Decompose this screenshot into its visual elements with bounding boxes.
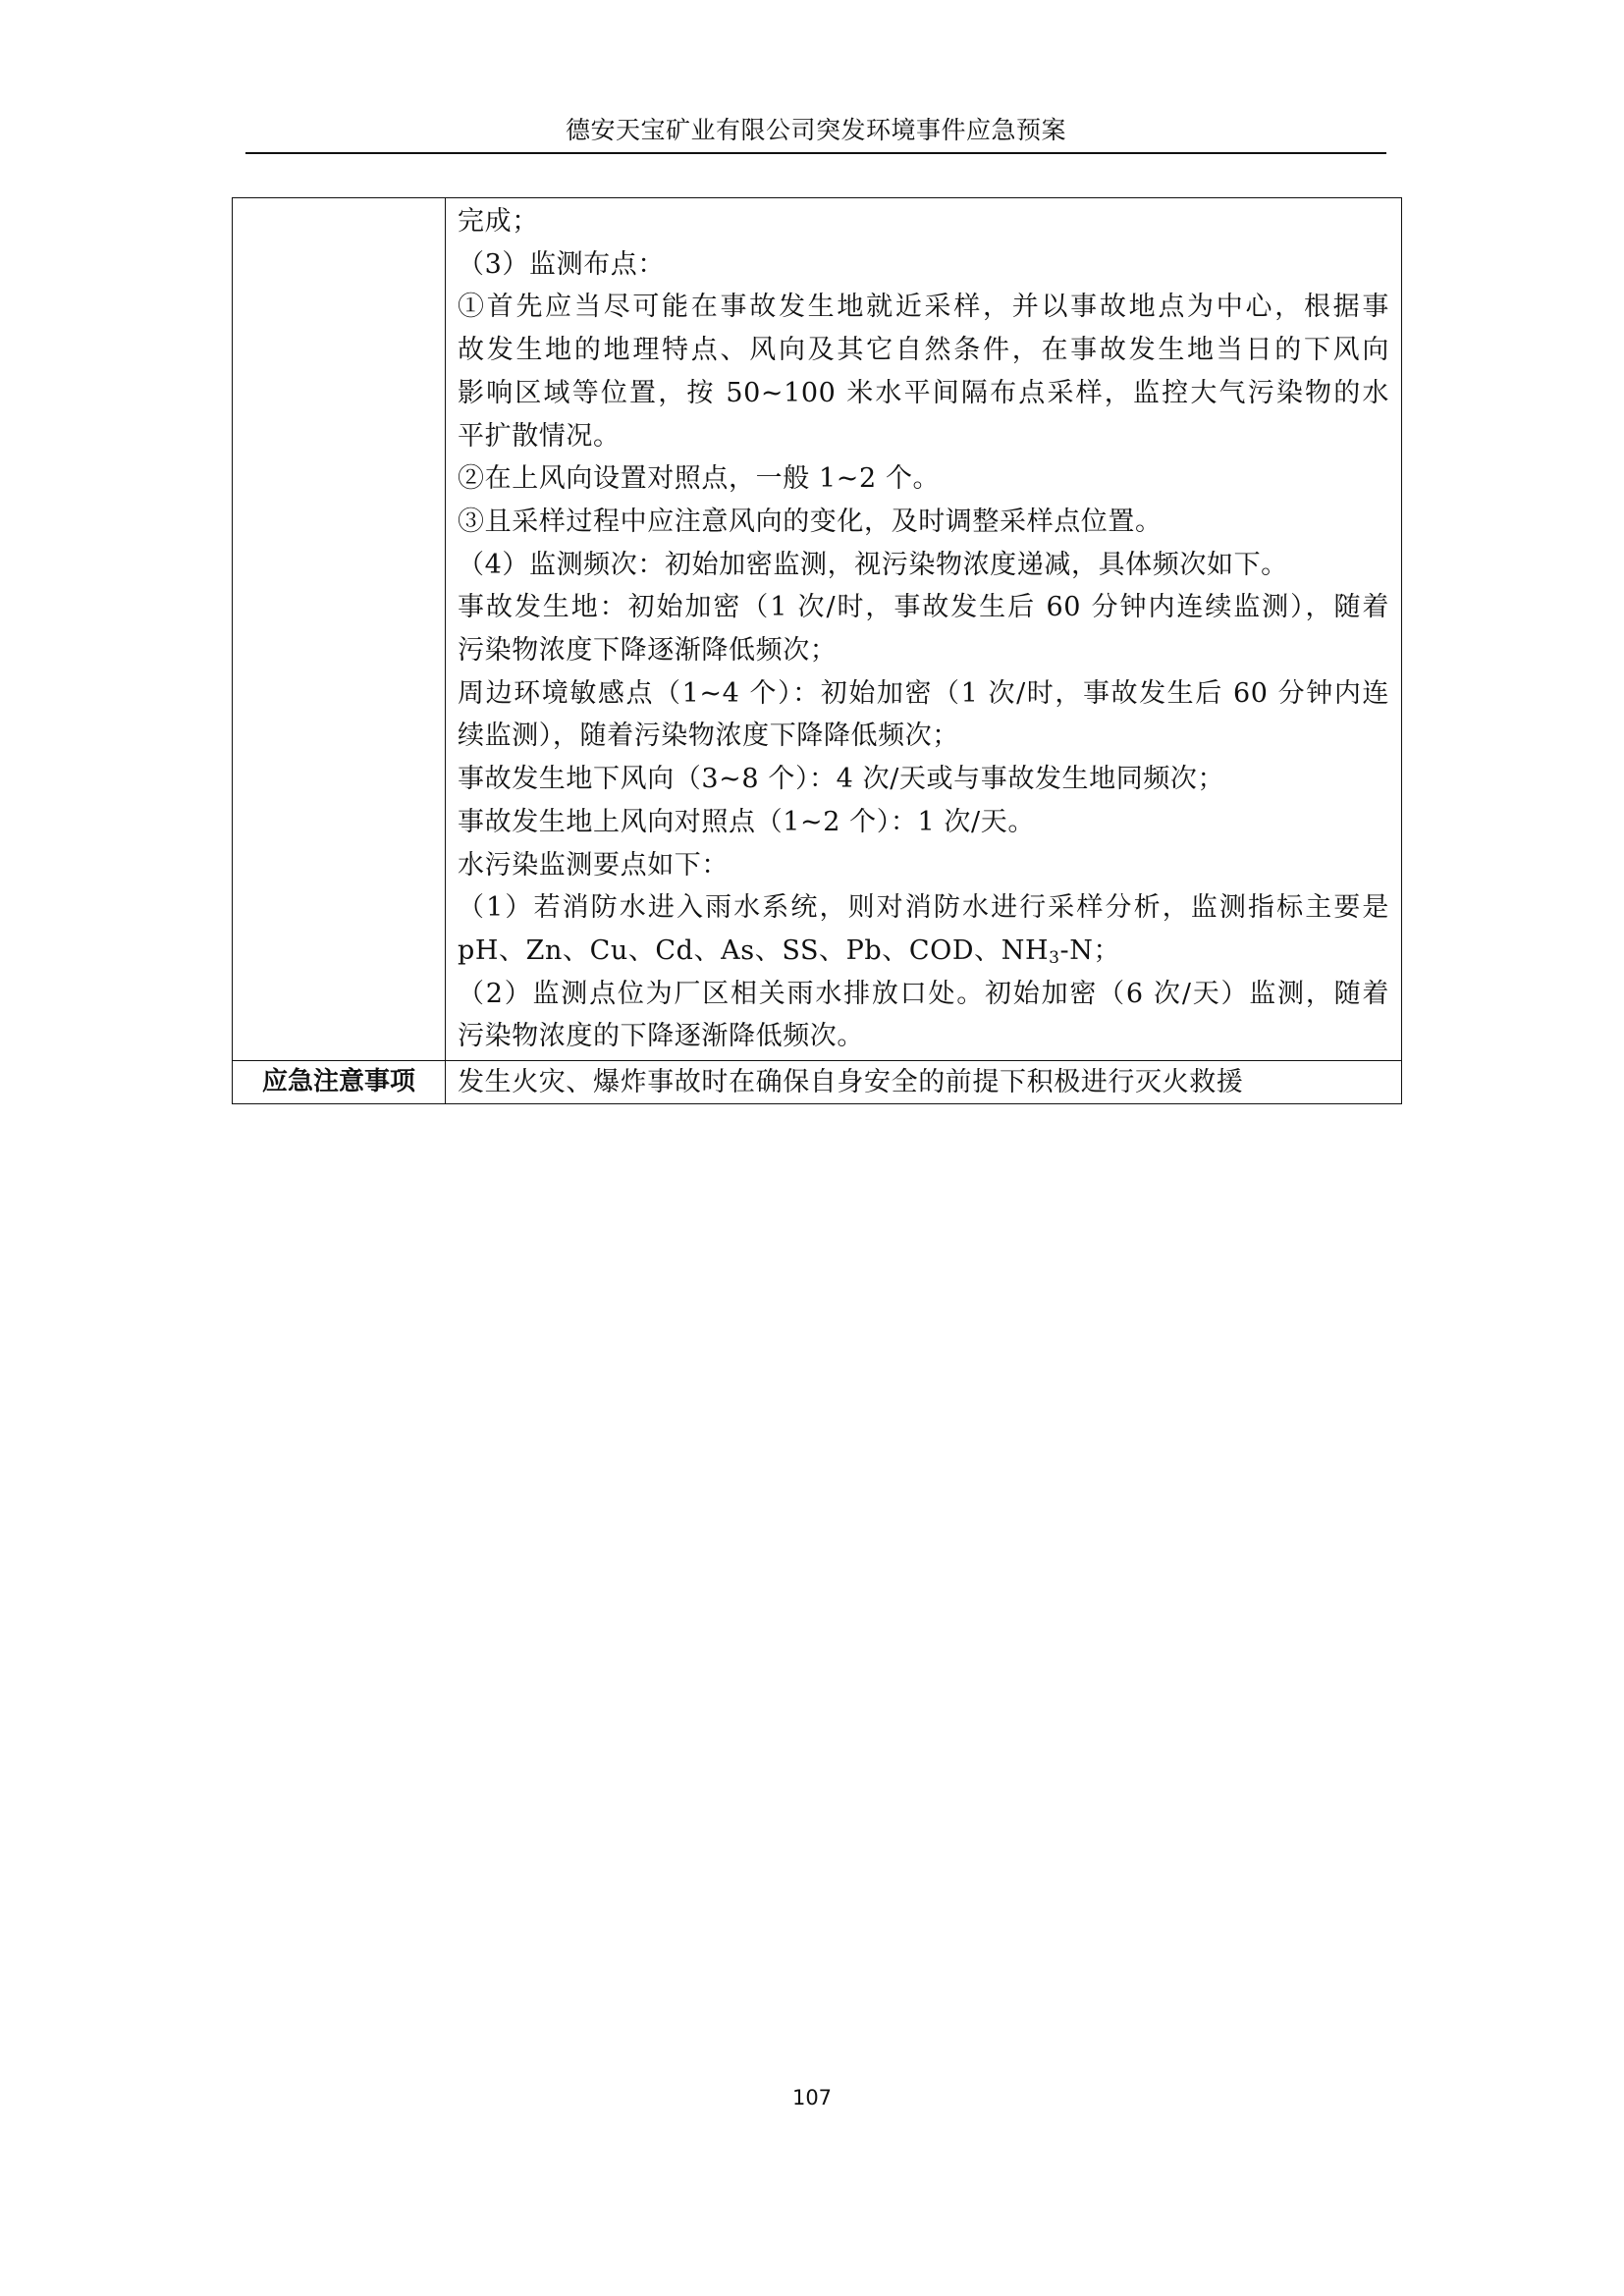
table-row <box>233 1061 1402 1104</box>
text-line: 污染物浓度下降逐渐降低频次； <box>458 635 838 667</box>
empty-label-cell <box>233 198 446 1061</box>
table-row <box>233 198 1402 1061</box>
monitoring-body-cell <box>446 198 1402 1061</box>
text-line: ②在上风向设置对照点，一般 1~2 个。 <box>458 463 941 495</box>
page-number: 107 <box>791 2086 833 2109</box>
text-line: ①首先应当尽可能在事故发生地就近采样，并以事故地点为中心，根据事 <box>458 292 1389 323</box>
text-line: 平扩散情况。 <box>458 420 621 452</box>
content-table <box>232 197 1402 1104</box>
text-line: 续监测），随着污染物浓度下降降低频次； <box>458 721 959 752</box>
text-line: 故发生地的地理特点、风向及其它自然条件，在事故发生地当日的下风向 <box>458 335 1389 366</box>
formula-prefix: pH、Zn、Cu、Cd、As、SS、Pb、COD、NH <box>458 934 1050 966</box>
text-line: 周边环境敏感点（1~4 个）：初始加密（1 次/时，事故发生后 60 分钟内连 <box>458 677 1389 709</box>
formula-subscript: 3 <box>1049 947 1060 968</box>
text-line: 事故发生地下风向（3~8 个）：4 次/天或与事故发生地同频次； <box>458 764 1225 795</box>
text-line: 水污染监测要点如下： <box>458 849 729 881</box>
text-line: （2）监测点位为厂区相关雨水排放口处。初始加密（6 次/天）监测，随着 <box>458 978 1389 1009</box>
text-line: 事故发生地上风向对照点（1~2 个）：1 次/天。 <box>458 806 1035 837</box>
text-line: （3）监测布点： <box>458 248 665 280</box>
formula-line <box>458 930 1389 973</box>
text-line: 事故发生地：初始加密（1 次/时，事故发生后 60 分钟内连续监测），随着 <box>458 592 1389 623</box>
formula-suffix: -N； <box>1059 934 1121 966</box>
page-header-title: 德安天宝矿业有限公司突发环境事件应急预案 <box>565 116 1066 144</box>
notice-text-cell: 发生火灾、爆炸事故时在确保自身安全的前提下积极进行灭火救援 <box>446 1061 1402 1104</box>
text-line: 影响区域等位置，按 50~100 米水平间隔布点采样，监控大气污染物的水 <box>458 377 1389 408</box>
text-line: （1）若消防水进入雨水系统，则对消防水进行采样分析，监测指标主要是 <box>458 892 1389 924</box>
text-line: 完成； <box>458 206 539 237</box>
header-rule <box>245 152 1386 154</box>
text-line: 污染物浓度的下降逐渐降低频次。 <box>458 1021 864 1052</box>
notice-label-cell: 应急注意事项 <box>233 1061 446 1104</box>
text-line: ③且采样过程中应注意风向的变化，及时调整采样点位置。 <box>458 506 1163 537</box>
text-line: （4）监测频次：初始加密监测，视污染物浓度递减，具体频次如下。 <box>458 549 1288 580</box>
